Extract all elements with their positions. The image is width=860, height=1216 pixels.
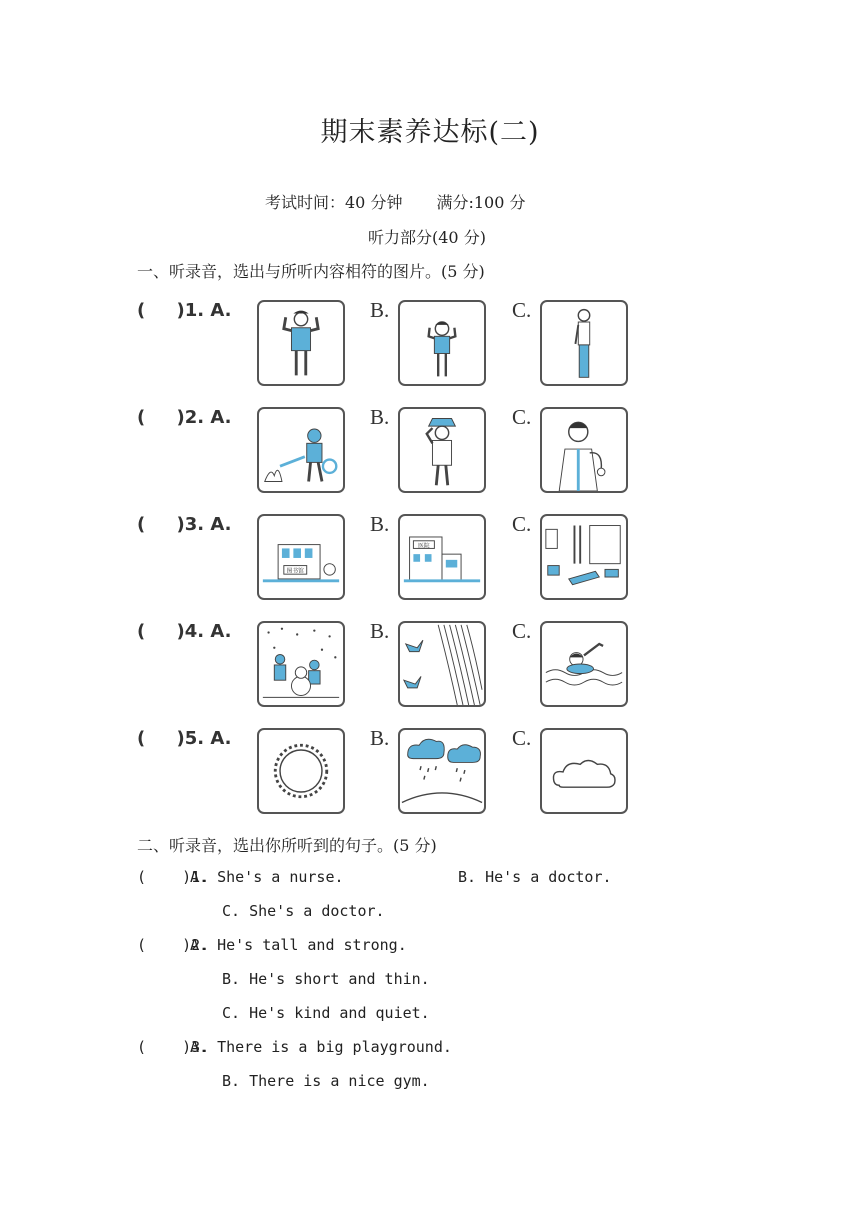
exam-meta <box>265 190 525 213</box>
q2-picture-a[interactable] <box>257 407 345 493</box>
q1-picture-b[interactable] <box>398 300 486 386</box>
s2-q3-option-a: A. There is a big playground. <box>190 1038 452 1056</box>
s2-q1-label: ( )1. <box>137 868 210 886</box>
hospital-building-icon <box>400 516 484 598</box>
q5-label: ( )5. A. <box>137 728 232 749</box>
q1-picture-c[interactable] <box>540 300 628 386</box>
q3-label: ( )3. A. <box>137 514 232 535</box>
q3-option-c-letter: C. <box>512 512 532 536</box>
police-officer-icon <box>400 409 484 491</box>
q3-picture-a[interactable] <box>257 514 345 600</box>
s2-q2-option-c: C. He's kind and quiet. <box>222 1004 430 1022</box>
q1-label: ( )1. A. <box>137 300 232 321</box>
strong-person-icon <box>259 302 343 384</box>
q2-picture-b[interactable] <box>398 407 486 493</box>
q4-option-b-letter: B. <box>370 619 390 643</box>
s2-q3-label: ( )3. <box>137 1038 210 1056</box>
section1-heading: 一、听录音，选出与所听内容相符的图片。(5 分) <box>137 262 485 281</box>
s2-q1-option-c: C. She's a doctor. <box>222 902 385 920</box>
q3-picture-b[interactable] <box>398 514 486 600</box>
q4-picture-a[interactable] <box>257 621 345 707</box>
doctor-icon <box>542 409 626 491</box>
strong-boy-icon <box>400 302 484 384</box>
q5-picture-b[interactable] <box>398 728 486 814</box>
q2-option-b-letter: B. <box>370 405 390 429</box>
tall-thin-man-icon <box>542 302 626 384</box>
listening-header: 听力部分(40 分) <box>368 228 486 247</box>
cloud-icon <box>542 730 626 812</box>
gym-icon <box>542 516 626 598</box>
q4-picture-c[interactable] <box>540 621 628 707</box>
s2-q1-option-a: A. She's a nurse. <box>190 868 344 886</box>
s2-q1-option-b: B. He's a doctor. <box>458 868 612 886</box>
exam-score: 满分:100 分 <box>436 193 526 212</box>
firefighter-icon <box>259 409 343 491</box>
q5-option-c-letter: C. <box>512 726 532 750</box>
s2-q3-option-b: B. There is a nice gym. <box>222 1072 430 1090</box>
rain-clouds-icon <box>400 730 484 812</box>
s2-q2-label: ( )2. <box>137 936 210 954</box>
q5-picture-a[interactable] <box>257 728 345 814</box>
q4-option-c-letter: C. <box>512 619 532 643</box>
snow-snowman-icon <box>259 623 343 705</box>
library-sign: 图书馆 <box>286 568 304 575</box>
swallows-willow-icon <box>400 623 484 705</box>
exam-time: 考试时间：40 分钟 <box>265 193 403 212</box>
q5-option-b-letter: B. <box>370 726 390 750</box>
library-building-icon <box>259 516 343 598</box>
hospital-sign: 医院 <box>418 543 430 550</box>
q2-label: ( )2. A. <box>137 407 232 428</box>
q3-picture-c[interactable] <box>540 514 628 600</box>
s2-q2-option-a: A. He's tall and strong. <box>190 936 407 954</box>
q1-option-b-letter: B. <box>370 298 390 322</box>
section2-heading: 二、听录音，选出你所听到的句子。(5 分) <box>137 836 437 855</box>
q2-picture-c[interactable] <box>540 407 628 493</box>
q5-picture-c[interactable] <box>540 728 628 814</box>
q4-picture-b[interactable] <box>398 621 486 707</box>
q1-picture-a[interactable] <box>257 300 345 386</box>
swimming-icon <box>542 623 626 705</box>
q1-option-c-letter: C. <box>512 298 532 322</box>
sun-icon <box>259 730 343 812</box>
s2-q2-option-b: B. He's short and thin. <box>222 970 430 988</box>
q2-option-c-letter: C. <box>512 405 532 429</box>
q3-option-b-letter: B. <box>370 512 390 536</box>
page-title: 期末素养达标(二) <box>320 117 540 148</box>
q4-label: ( )4. A. <box>137 621 232 642</box>
